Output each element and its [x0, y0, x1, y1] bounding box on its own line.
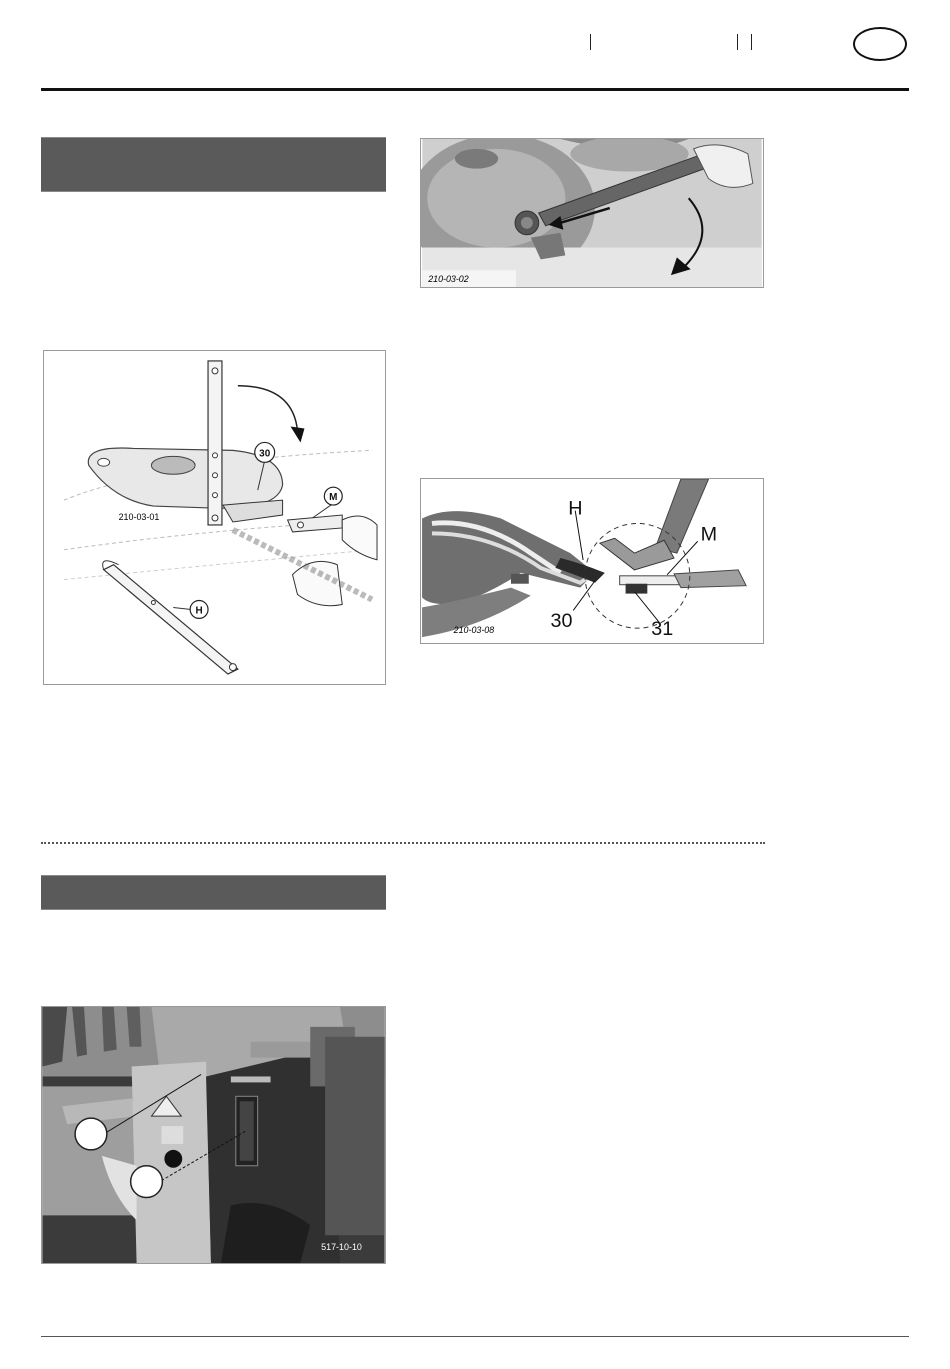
figure-1-drawing [44, 351, 385, 684]
header-divider-1 [590, 34, 591, 50]
figure-lever-on-disc-photo [420, 138, 764, 288]
callout-m-text: M [700, 523, 718, 546]
figure-4-drawing [42, 1007, 385, 1263]
section-separator [41, 842, 765, 844]
figure-blade-holder-detail [420, 478, 764, 644]
figure-machine-photo [41, 1006, 386, 1264]
callout-h-text: H [568, 497, 583, 520]
header-divider-2 [737, 34, 738, 50]
section-heading-bar-2 [41, 875, 386, 910]
callout-circle-empty-2 [131, 1166, 163, 1198]
header-rule [41, 88, 909, 91]
figure-2-caption: 210-03-02 [428, 274, 469, 285]
callout-30-text: 30 [550, 610, 573, 633]
section-heading-bar-1 [41, 137, 386, 192]
callout-30-label: 30 [259, 448, 271, 460]
callout-31-text: 31 [651, 618, 674, 641]
figure-2-drawing [421, 139, 763, 287]
figure-blade-change-tools [43, 350, 386, 685]
callout-circle-empty-1 [75, 1118, 107, 1150]
figure-3-caption: 210-03-08 [453, 625, 495, 636]
header-divider-3 [751, 34, 752, 50]
footer-rule [41, 1336, 909, 1337]
figure-4-caption: 517-10-10 [321, 1242, 362, 1253]
figure-1-caption: 210-03-01 [118, 511, 160, 522]
figure-3-drawing [421, 479, 763, 643]
callout-h-label: H [195, 605, 203, 617]
callout-m-label: M [329, 492, 338, 504]
language-badge [853, 27, 907, 61]
